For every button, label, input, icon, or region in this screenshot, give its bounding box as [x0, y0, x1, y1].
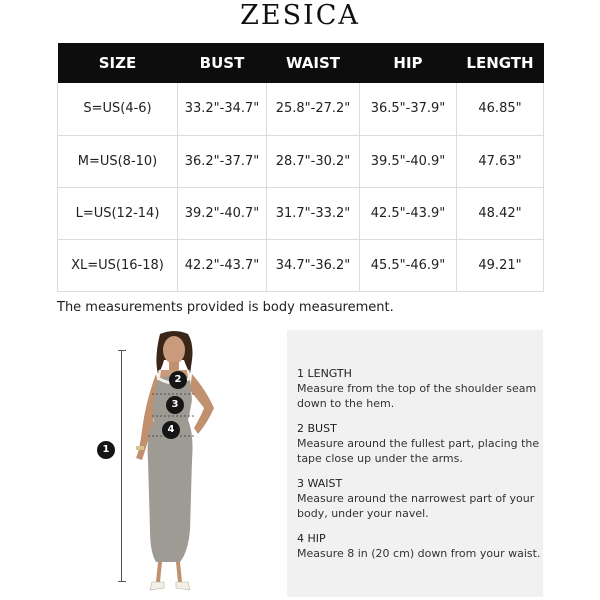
cell-waist: 31.7"-33.2" [267, 187, 360, 239]
measurement-guide-panel [287, 330, 543, 597]
marker-length: 1 [97, 441, 115, 459]
guide-title: 1 LENGTH [297, 367, 352, 380]
cell-bust: 33.2"-34.7" [178, 83, 267, 135]
cell-size: M=US(8-10) [58, 135, 178, 187]
table-row [58, 187, 544, 239]
guide-hip [297, 531, 543, 561]
model-figure [90, 330, 280, 600]
model-illustration [90, 330, 280, 600]
guide-length [297, 366, 543, 411]
marker-bust: 2 [169, 371, 187, 389]
cell-hip: 42.5"-43.9" [360, 187, 457, 239]
cell-hip: 45.5"-46.9" [360, 239, 457, 291]
guide-description: Measure around the fullest part, placing the tape close up under the arms. [297, 437, 540, 465]
header-size: SIZE [58, 43, 178, 83]
guide-description: Measure 8 in (20 cm) down from your waist. [297, 547, 541, 560]
cell-waist: 34.7"-36.2" [267, 239, 360, 291]
marker-hip: 4 [162, 421, 180, 439]
table-row [58, 83, 544, 135]
guide-bust [297, 421, 543, 466]
table-row [58, 239, 544, 291]
header-bust: BUST [178, 43, 267, 83]
cell-length: 48.42" [457, 187, 544, 239]
cell-size: L=US(12-14) [58, 187, 178, 239]
measurement-note: The measurements provided is body measurement. [57, 300, 394, 315]
header-waist: WAIST [267, 43, 360, 83]
cell-hip: 39.5"-40.9" [360, 135, 457, 187]
cell-size: XL=US(16-18) [58, 239, 178, 291]
guide-description: Measure around the narrowest part of your body, under your navel. [297, 492, 535, 520]
table-row [58, 135, 544, 187]
guide-title: 2 BUST [297, 422, 337, 435]
length-guide-line [121, 350, 122, 582]
header-length: LENGTH [457, 43, 544, 83]
cell-bust: 39.2"-40.7" [178, 187, 267, 239]
guide-waist [297, 476, 543, 521]
guide-description: Measure from the top of the shoulder seam down to the hem. [297, 382, 537, 410]
size-chart-table [57, 43, 544, 292]
cell-waist: 25.8"-27.2" [267, 83, 360, 135]
cell-size: S=US(4-6) [58, 83, 178, 135]
header-hip: HIP [360, 43, 457, 83]
cell-length: 47.63" [457, 135, 544, 187]
brand-logo: ZESICA [240, 0, 360, 31]
guide-title: 4 HIP [297, 532, 326, 545]
cell-bust: 42.2"-43.7" [178, 239, 267, 291]
guide-title: 3 WAIST [297, 477, 343, 490]
cell-bust: 36.2"-37.7" [178, 135, 267, 187]
cell-length: 49.21" [457, 239, 544, 291]
table-header-row [58, 43, 544, 83]
cell-length: 46.85" [457, 83, 544, 135]
cell-waist: 28.7"-30.2" [267, 135, 360, 187]
marker-waist: 3 [166, 396, 184, 414]
cell-hip: 36.5"-37.9" [360, 83, 457, 135]
